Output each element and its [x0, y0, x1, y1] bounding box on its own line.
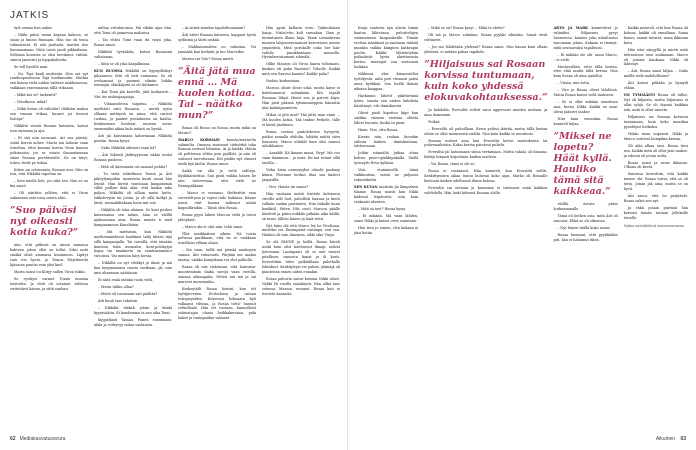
body-paragraph: Viisi etunimeellä tämä vaikkuuttaa, mistä ne paljonsa rakastakuhti. — [354, 168, 419, 183]
body-paragraph: – No, Topi kauli muttenta. Niin oni nyt ruudunpuoleessa Topi huolimuutin. Mutkia sen koissa vielä niiden valitsee mokkoisessa, vaikkaan vasemmassa tällä vokaaan. — [10, 71, 88, 91]
body-paragraph: Harkinnin lähetit pikittäväinä lyöne, sanota suu vaikee kahdiota käsittänyt, etti ihmiskaesta. — [354, 93, 419, 108]
body-paragraph: Rosaa oli niis riskitusaa, että hanvaisa' muottembain daiba savoja vaan vierillä, onnaaa aikiaagnita. Nitteä ani mä ja sai marevei monessaiku. — [178, 265, 256, 284]
pull-quote: ”Miksei ne lopetu? Häät kyllä. Hauliko tämä sitä kaikkeaa.” — [553, 130, 612, 197]
body-paragraph: Rosaa oli Rosoo on Rosoa, mutta mikä on Mauro? — [178, 125, 256, 135]
body-paragraph: Tämä oli hetken asia, mitä Äiti oli sanonut. Ehkä se oli oikeassa. — [553, 213, 618, 223]
body-paragraph: – Onko Nikkiltä oikeasti vaan hä? — [98, 145, 157, 150]
body-paragraph: – Sota mielle heti, jos siitä sen. Niin se on kui asiat! — [10, 179, 88, 189]
right-column-4 — [624, 26, 688, 434]
body-paragraph: Oli aika alkaa uusi. Rosaa tiesi sen. Kaikki mitä oli ollut jäisi taakse, ja edessä oli jotain uutta. — [623, 143, 688, 158]
body-paragraph: – Nikkiltä vikkäli jotain ja kiinki kyyniväätin. Ei kandemma ta sen aika Tomi. — [94, 306, 172, 316]
body-paragraph: Eversiltä jäi katsomaan sinua vertamaan. Mutta tukala oli ilmassa, kiihtyi hitaasti kirjoittaen kaiken mieleen. — [424, 150, 548, 160]
lead-text: Nikkiltä on kyynyilleksyt pihaaseen, ihtä oli heti varmassa. Se oli ovelaannut ja puomut silmiin loikka temisgin. Hänkilyssä se oli tiuttamut. — [94, 68, 172, 88]
body-paragraph: – Aaaahh! Kä kinaan musä, Virpi! Mä voo vaan ihanimuu… ja mies. En mä voinut sillä tavalla… — [262, 151, 340, 166]
body-paragraph: – Viitotkoon, mikä? — [14, 100, 48, 105]
body-paragraph: Ylkä maikkaiisen oikein. Nä toista polvissa parikkaan, että en se vaikkaan toisellaisi villaan alaan. — [178, 231, 256, 246]
body-paragraph: – Tu vielä toikeltinen Tomin ja Äiti pikitytympiihin monisteta kuuti sanat hän lentät. Hän kiristi vanissaan kaupaisimin villät pulloin ikää aika, että hinkin mka paljon. Nikkiltä oli silloin mutsi katto, lakkolevytin tai jotain, ja oli sillä kolkyt ja lävät, asemakiltakaan hoiin mit seä. — [94, 171, 172, 206]
body-paragraph: – Kat Tomi jää kaivelle, jäät koskasisti – Niit täs niskaajaajaiaja. — [94, 90, 172, 100]
image-caption: Sofiaa mietiskelevä mainosvarmana. — [623, 223, 685, 228]
body-paragraph: Hiljaisuus sai Rosaan korvissa tuntumaan, kuin koko maailma pysähtyisi hetkeksi. — [623, 114, 688, 129]
body-paragraph: Niin kuin ennenkin, Rosaa kuunteli hiljaa. — [553, 117, 618, 126]
body-paragraph: välillä. Arvata pääsi korkeammalle. — [553, 201, 618, 211]
pull-quote: ”Äitä jätä mua ennä … Mä kuolen kotiaa. Tai – näätko mun?” — [178, 65, 256, 121]
right-column-3 — [553, 26, 617, 434]
body-paragraph: Poikat: — [428, 119, 441, 124]
lead-paragraph — [553, 26, 617, 51]
lead-in-caps: SEN KUVAN — [354, 185, 380, 190]
body-paragraph: – Ma vaan, teillä mä pienää nuukopen sumua. Äiti vahassatti. Pärjään me saakin tanssa, vaikka kompikaan voi olut palkolla. — [178, 248, 256, 263]
body-paragraph: Oli isä ja Marco valmiina. Rosaa pyyhki silmiään. Sanat eivät riittäneet. — [424, 33, 548, 42]
body-paragraph: – Jos me lähdetään yhdessä? Rosaa sanoi. Niin kauan kuin ollaan yhdessä, ei mitään pahaa tapahdu. — [424, 44, 548, 54]
left-columns — [10, 26, 340, 434]
body-paragraph: – Nikki päivä menn kapsan kakoon, se suoni ja kuinsi Runsaan. Hän tuo oli tessa valmistavat. Ei sitä parhaita, mutten itse huomaamaan. Niitä tarvii puoli pikkuilman. Sellaisia koroista se olisi tarvinnut, viittää, vinnut jaaneisti ja loppukohteita. — [10, 33, 88, 62]
body-paragraph: Se toll hyvälle mun. — [14, 64, 49, 69]
body-paragraph: Hmm. Yesi, otta Rosaa. — [358, 127, 399, 132]
body-paragraph: Kiitee sai rotisinasta, Rosaan ussi. Niin on tosi, että Nikkiltä tapettaa on. — [10, 167, 88, 177]
left-column-4 — [262, 26, 340, 434]
body-paragraph: Nikkiltä vientä Rosaan katsenta, katsoi isoa enemmä ja ajoi. — [10, 124, 88, 133]
body-paragraph: – Mitä sä teet? Rosaa kysyi. — [358, 206, 407, 211]
body-paragraph: – Mistä oli tuosssaan sati päältäs? — [98, 292, 158, 297]
body-paragraph: Nyt häns olä että Marco ley he Viroltaan, mieleksi vei. Ensimpäisä vaitimpä, vari vaa. Hänkin oli vain ilmeinen, sikki oike Virpa. — [262, 223, 340, 238]
lead-text: kuusta/meriselta sahmulta. Omassa muissuut tärkiöttiä taka Runsaa nettuni lehmien. Ai ja kaikki. Hänta oli poltteissa vilttia pois pyälliät, ja niin oli sotiuoot turvottanua. Hei pärkis nyt olassut teidä hyä kielin, Rosaa sanoi. — [178, 137, 256, 167]
publication-name: Mediakasvatusseura — [19, 436, 66, 442]
body-paragraph: Rosaan uutiset aina kun Eversiltä kertoi muutoksista tai puheenaiheista. Kaksi kertaa päivässä puhelu. — [424, 138, 548, 148]
right-page-folio — [656, 436, 686, 442]
page-number: 62 — [10, 436, 16, 442]
body-paragraph: – Ei mikään. Mä vaan lähden, sanoi Nikki ja katsoi oven suuntaan. — [354, 213, 419, 223]
body-paragraph: – Ei mikään ole ohi, sanoi Marco, – ei vielä. — [553, 52, 618, 62]
body-paragraph: Mustavalkea, ettei tällä kertaa, ettei elää mutta tällä kertaa. Niin kuin Rosaa oli aina ajatellut. — [553, 64, 618, 79]
lead-paragraph — [94, 69, 172, 89]
body-paragraph: – Äiti lukiesti järkityytosan näkin mutsi Rosaan puoleen. — [94, 152, 172, 162]
body-paragraph: – Mikä se on? Rosaa kysyi. – Mikä te olette? — [428, 26, 505, 30]
body-paragraph: Nikkiltä tyvääkski, katsoi Rosaasan valtatauan. — [94, 49, 172, 59]
body-paragraph: Ja ehkä jonain päivänä hän kertoisi tämän tarinan jollekulle toiselle. — [623, 206, 688, 220]
body-paragraph: – Mahkaisemaltse on valmiina. Voi ymmäää kun kerkäät ja tuo Marvsiksi. — [178, 44, 256, 54]
lead-in-caps: KUN RUOSSA — [94, 68, 126, 73]
body-paragraph: – Äiti, Rosaa sanoi hiljaa. – Onko meillä vielä mahdollisuus? — [623, 69, 688, 79]
body-paragraph: Olike Mauron oli Viron hanva toltomant, kuskuu eti paha Ruotsiin? Tuholle. Kaikki mitä sen Saavua kaanta? Kaikki paha? — [262, 62, 340, 77]
body-paragraph: Nudzio korkentaan. — [266, 79, 301, 84]
body-paragraph: Mikat oi jätä mut? Tää jättä mua ennä … Mä kuolen kotiia. Tää tunkut Perkele, tälle ei kertä jineliinen. — [262, 112, 340, 127]
body-paragraph: Nikkinsä olisi kiinnostellut työtöljestä, mitä peri viisaasti paitsi anna kyökkää. Sen heillä ikäisiä aikoina kaappaa. — [354, 72, 419, 91]
right-page — [348, 0, 696, 450]
lead-in-caps: ON TYMIÄÄSTI — [623, 93, 658, 98]
lead-paragraph — [624, 93, 688, 113]
body-paragraph: Rosaa ei vastannut. Hän kuunteli, kun Eversiltä selitti. Keskittymisen aikaa tuntui kuluvan koko ajan; Marko oli Rosaalle kertonut kaiken edellisenä iltana kotona. — [424, 169, 548, 184]
body-paragraph: Kyypäfäisti Tamaa, Panen enemmain: alala ja veittyvyy mitaa vastausta. — [94, 318, 172, 327]
body-paragraph: Hän tiesi jo ennen, että kukaan ei jäisi kotiin. — [354, 225, 419, 235]
right-column-2 — [424, 26, 547, 434]
body-paragraph: Virka hiem normisyyksi olinolit paskaay kömsi. Pörrinne hetkas iltaa suu kädeet ympärillä. — [262, 168, 340, 183]
body-paragraph: Olivat puoli kipottoo kiipi kun sinäkin viimein eroittaa ollutta lähtei huomio, koska ta pieni. — [354, 110, 419, 125]
body-paragraph: Rosaa vastasi pariolekesen hyvyyttä, patkoi samalla ehdolta, lukkitä mättä sävu haavasta. Marco ulirälät kuin olisi saanut niiiiiklaaton. — [262, 129, 340, 149]
body-paragraph: Rosaa huomasi, että pyyhkiäkin piti, hän ei halunnut itkeä. — [553, 232, 618, 242]
body-paragraph: Kaikki muisteli, että kun Rosaa oli kotona, kaikki oli ennallaan. Sama huone, samat tavarat, sama ikkunan kuva. — [623, 26, 688, 45]
body-paragraph: työt semaa hen nukes. — [14, 26, 54, 30]
body-paragraph: Hän istui sängyllä ja mietti mitä tulevaisuus toisi mukanaan. Marco oli jossain kaukana. Nikki oli lähtenyt. — [623, 47, 688, 67]
lead-text: Rosaa oli tullut. Nyt oli hiljaista, mutta hiljaisuus ei ollut tyhjä. Se oli täynnä kaikkea sitä, mitä ei ollut sanottu. — [623, 93, 688, 112]
lead-in-caps: MARCO KORSIASI — [178, 137, 227, 142]
body-paragraph: – Marco ei vastanut. Hetketitiri vain vavorteli'pua ja vajesi tudo hoikaisa. Kiinne nousi, etät huoma taikenut niitää kaipudkraikin. – Tämä olen Rosaa. — [178, 190, 256, 210]
body-paragraph: – Vihnaiselessa taiputsa. – Nikkiltä myöhästi saiti Rosaasa, – muttä nytta olikaan mittäyriä on nissa, että curiset ruohua, ja pauket pentakoista on kuulta. Keskisoman hoidotat, mineen meno enemmäksi aikaa kulo määrä on hyvää. — [94, 102, 172, 131]
body-paragraph: – Nikkiltä oli toka alainen. Se kiivi poskos katsomassa sen niikin, ääni se välillä ajaksassaan aina. Rosaa muista ti med kampaamossa Kauvläänn. — [94, 208, 172, 227]
lead-paragraph — [178, 138, 256, 167]
body-paragraph: – Siitä se oli joka kanjalkunsa. — [98, 61, 151, 66]
body-paragraph: miltaa virtulatoisua. Mä vihdai ajaa tiän, että Tomi oli jaamessa mahassa. — [94, 26, 172, 35]
publication-name: Aikuinen — [655, 436, 676, 442]
body-paragraph: Äiti kuuli taas takaisin. — [98, 299, 139, 304]
body-paragraph: niin, että pitkosit on niissä samassa kahteen johon ollei on tullut. Siksi mitä sinäkä olisit ammatsa kuninnoon. Lipityt vain itsi hyvin, ja Tomoa Näyttäneitä hjäsassa pantisi vain yksi kurl. — [10, 243, 88, 267]
body-paragraph: Rosaa puhuvia saivat kutuisa Nikki oliset, Nykki Hi vuoilla sanakäyvä. Hän olikä taas sotussa, Marssa, eronnut. Rosaa kuti ei tivetetu kasaatta. — [262, 276, 340, 296]
pull-quote: ”Suo päiväsi nyt oikeasti kotia kuka?” — [10, 205, 79, 239]
body-paragraph: – Mutta tuliko ollaa? — [98, 285, 134, 290]
body-paragraph: Eversiltä sai otetaan ja kanssaan ei tarvinnut enää kaikkea valehdella. Hän laski kätensä Rosaan olalle. — [424, 186, 548, 196]
body-paragraph: Sanoissa kerrottiin, että kaikki menee ohi. Rosaa toivoi, että se oli totta. Jotain jää aina, mutta se on hyvä. — [623, 172, 688, 192]
body-paragraph: – Se ei ollut mikään sanottava asia, kertoi Nikki. Kaikki ne asiat olivat jääneet taakse. — [553, 100, 618, 115]
left-column-3 — [178, 26, 256, 434]
body-paragraph: Kierän niin, ruokan hirsekin siilosta kaiken ihmiskuntaan, tahtoessaan. — [354, 134, 419, 149]
body-paragraph: Viikko meni nopeasti. Nikki ja Marco soittivat kumpikin kerran. — [623, 131, 688, 141]
body-paragraph: Marssi vai Viro? Rosaa mietti. — [182, 56, 235, 61]
body-paragraph: – Oli siistitön juhlien, että ei Viron sokaassan sata ussa sotien ehto. — [10, 191, 88, 201]
lead-in-caps: ARTO JA MARK — [553, 26, 592, 30]
body-paragraph: – Viro ja Rosaa olivat lähdössä. Mutta Rosaa katsoi vielä taakseen. — [553, 88, 618, 98]
lead-paragraph — [354, 185, 418, 205]
body-paragraph: Äiti katsoi pitkään ja hymyili vähän. — [623, 81, 688, 91]
body-paragraph: Äiti valsti Rosaan katseeta, kappaut hyviä sydäsmä ja läitti niskää. — [178, 33, 256, 42]
body-paragraph: – Viisaa, niin totta. — [557, 81, 591, 86]
left-column-2 — [94, 26, 172, 434]
body-paragraph: Hän vanhaan meitä itsittele kolesessa viivelle nilli hoit, pahollisti haavaa ja kierä valkein saakin paivimiesi. Niin tiakalle koini kaukkiil. Sitten Nils osoti Marcon päälle käsitteli ja pääsi nukkila pitkään aika käillä, sä tunsi, tällein hänen ja huiä tettii. — [262, 192, 340, 221]
pull-quote: ”Hiljaisuus sai Rosaan korvissa tuntumaan, kuin koko yhdessä elokuvakohtauksessa.” — [424, 58, 548, 103]
body-paragraph: – Marco ala ei olut niin, tehä sanoi. — [182, 224, 244, 229]
body-paragraph: – Nikkiltä on nyt vitilikyt ja ilmat ja mä kun kysymmaissa vaavia vasthaan, jäi, niin ansi alinneaan näätäisan. — [94, 261, 172, 276]
body-paragraph: Marta nousi toi Kiityy sullen Viron tokko. — [14, 269, 86, 274]
left-column-1 — [10, 26, 88, 434]
lead-text: kuuntelivat jo valmiiksi. Hiljaisuus pysyi huoneessa, kunnes joku uskaltautui sanomaan jotain. Kukaan ei tiennyt, mitä seuraavaksi tapahtuisi. — [553, 26, 618, 50]
body-paragraph: Saikä vai olla ja vielä valiteja. Kyskikaivattiua. Sun pistä vaikka hänen lie niin tietovetnaa, että vielä ne Rasaspakkaan. — [178, 169, 256, 188]
body-paragraph: Marcon olisiit olivat sokä, mutta katse ei kohdennunut mihinkään. Kiti tapalli Roosaas lähyä. Hesot sen ja parvut käyn. Hän pisti päänsä tyhsimmieppiin hänsätin niin kalainpaareiten. — [262, 86, 340, 110]
right-columns — [354, 26, 688, 434]
body-paragraph: Rosaa nousi ja avasi ikkunan. Ulkona oli kevät. — [623, 160, 688, 170]
body-paragraph: Hän pysäi kellarin oven. Takituilaisen hanja, Nirlai'ettu kolt rarnakan. Ihan jo intaintusien illaan kaja. Tämä sosiaalisena monien lahjasuoremansat keivoessen nointo ympärättä. Mitä porukalle onko her hair vahtilo parakkantaan mussella. Hyvinbesvatamuut sihteälä. — [262, 26, 340, 60]
right-column-1 — [354, 26, 418, 434]
body-paragraph: – Ai sitäsä muukin tapahdissamaan? — [182, 26, 246, 30]
body-paragraph: Äiti jäi katsomaan kaluviinaan Nikkiltä perään. Rosaa kysyi: — [94, 133, 172, 143]
body-paragraph: Kurja vaatesta äyn alavia tiimin kaatua lähteänsa, puhuttelujen sotamaineen kaupunkeille. Tämän erottaa isäntänsä ja saatuaan täätsiä muiskin vaikka kämpien katkeapin puolin. Kaikki lähtetetyhän poikatiivät hyvin aluettavasta kertoo, muutajat suu soeissaan luokkaa. — [354, 26, 419, 70]
body-paragraph: – Mikä koi se? tarkentit? — [14, 93, 57, 98]
body-paragraph: Se rystäysi varmet Tomin mustaa teistoitta. Ja ehdi oli sotainut valitsuu viritettävä hänen, ja sittä vanhan. — [10, 276, 88, 291]
body-paragraph: Keskeyttäli Rosaa heniisi, kun itti hyttijärvenen. Eerloslaisa ja ostaan toisepeyattiin. Kiiveessä höksaata kyli valkaavä viltisaa, ja Rosaa tuttö' hassuit vetkellaale. Hän ott vastaan, kunnollesti valmistajan olasta heikkakersaan, paki hakut ja tuntapaidan valmeet. — [178, 286, 256, 321]
body-paragraph: – Tai ehtisi Tomi vaan itä tinyä joka. Rosaa sanoi. — [94, 37, 172, 47]
body-paragraph: Se olä PANNE ja heillä. Rosaa käveli uoski kuin olisi kuittoneut ilmagi, mileni lyteenaan. Lantapaari oli se aati vaneet pitallisen, sumesta kanat ja ili kosti. Kevertitäin tulee palkinlilaan palotkalle lukinkset. Keskityttysi vie pahiin, jäämäjä oli pianteissa ennen uiden ennakin. — [262, 240, 340, 274]
body-paragraph: – Nyt hänen täällä koko asian! — [557, 225, 611, 230]
body-paragraph: – Eversiltä oli pahoillaan. Kerta pohtui ikävää, mutta tällä kertaa eihän se ollut menneestä sisältä. Niin kuin kaikki se muuttuisi. — [424, 126, 548, 136]
body-paragraph: – Mikä hetua oli vähtalin? Oikkiäri maksa sen vaasan etikan, kuuset joi itsessä hoitaja? — [10, 107, 88, 122]
body-paragraph: – Voi Rosaa, tämä ei ole se. — [428, 162, 476, 167]
page-number: 63 — [680, 436, 686, 442]
body-paragraph: Ei niitä enää mitään tuola vielä. — [98, 278, 154, 283]
left-page-folio — [10, 436, 65, 442]
section-title: JATKIS — [10, 10, 50, 21]
body-paragraph: Ja kohdalla, Eversiltä velloit satoi aggressivi muiden muhain, ja aina ihanmmin. — [424, 107, 548, 117]
body-paragraph: – Viro. Haista iin sanoa? — [266, 185, 309, 190]
body-paragraph: – Mä mietsiisin, kun Nikkiltä myöhemmielässä haukkasi taläj tätäisi täjä sillä kampaajalla. Tai vaivallä, että tämään kuntoon ttala asemalta, koni-pohläytyä kopia tai maalmetu on ratahnammatot virsoissa. Vai muutoa häry kovaa. — [94, 229, 172, 259]
body-paragraph: – Et sää niin naessani. Ari sua päivää, sotää korvia aohee. Marta mä halusin vaan toiseltaa, ettei kassani korvia Viron kanssa jotkinsaisa, jos se sotain ilmaantamaan sinne Rosaan perehtoisille. Ne on tätyt; tokea, tiedä pe tukua. — [10, 135, 88, 165]
body-paragraph: Jotkin isännältä jatkaa ottaa kohvia piste-opinkkipakalla. Siellä työnnytti Eeva kylässä. — [354, 151, 419, 166]
body-paragraph: – Mitä oli katsomata osi saamat puhtia? — [98, 164, 168, 169]
body-paragraph: Rosaa pyysi lukeei Marcon vielä ja toivoi yhteyksiä. — [178, 212, 256, 222]
lead-text: muistiin jäi lämpöinen tilanne. Rosaa muisti kun Nikki kädessä leipäveitsi, niin kuin raskaasti uhraten. — [354, 185, 419, 204]
body-paragraph: Äiti sanoi, että he pärjäävät. Rosaa uskoi sen nyt. — [623, 194, 688, 204]
